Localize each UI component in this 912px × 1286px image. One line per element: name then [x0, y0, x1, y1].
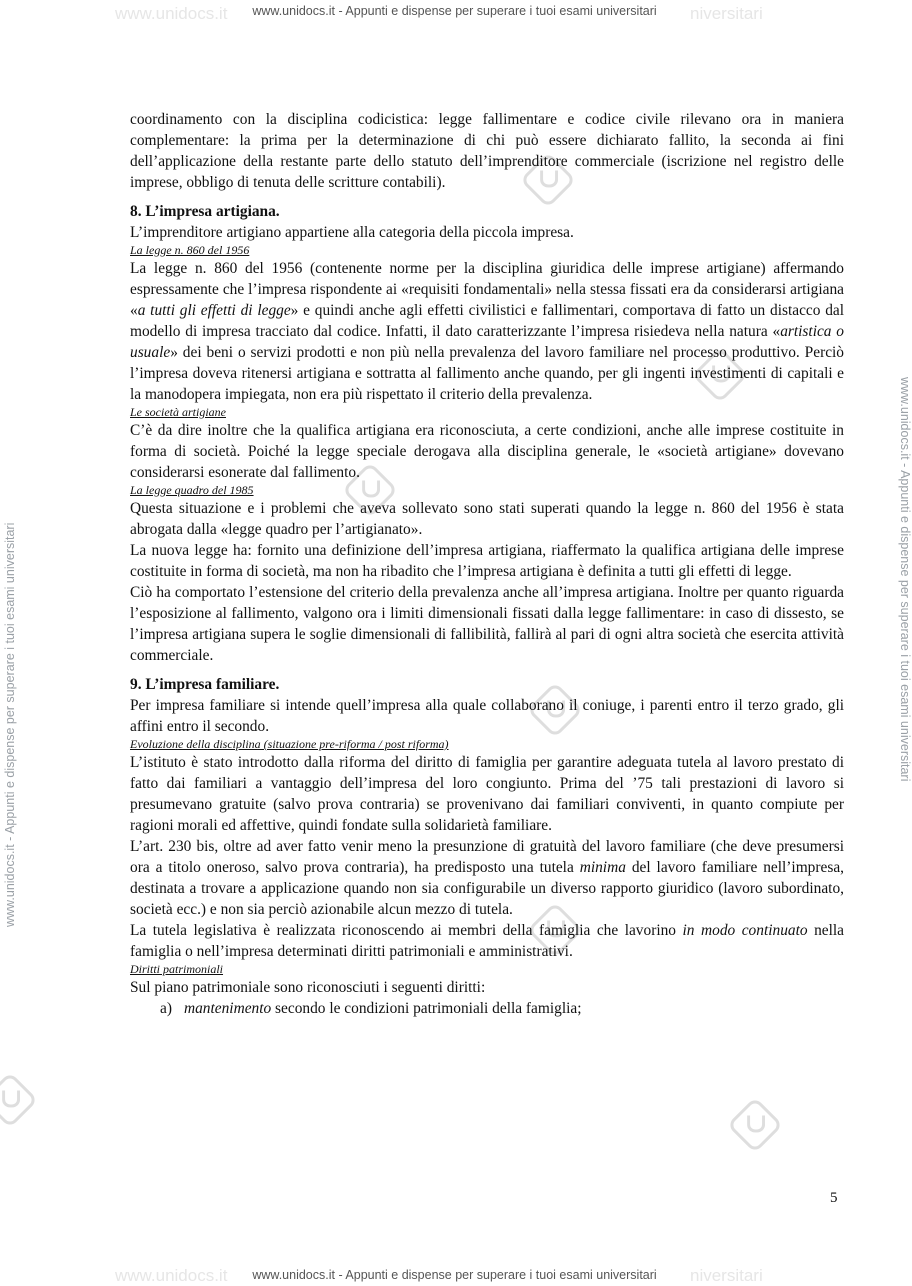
- emphasis-text: artistica o usuale: [130, 323, 844, 361]
- unidocs-logo-icon: [727, 1097, 784, 1154]
- document-body: [130, 109, 844, 1019]
- list-item: [130, 998, 844, 1019]
- section-9-heading: 9. L’impresa familiare.: [130, 676, 280, 693]
- section-8-paragraph-4: La nuova legge ha: fornito una definizione dell’impresa artigiana, riaffermato la qualifica artigiana delle imprese costituite in forma di società, ma non ha ribadito che l’impresa artigiana è definita a tutti gli effetti di legge.: [130, 542, 844, 580]
- section-9-paragraph-1: L’istituto è stato introdotto dalla riforma del diritto di famiglia per garantire adeguata tutela al lavoro prestato di fatto dai familiari a vantaggio dell’impresa del loro congiunto. Prima del ’75 tali prestazioni di lavoro si presumevano gratuite (salvo prova contraria) se provenivano dai familiari conviventi, in quanto compiute per ragioni morali ed affettive, quindi fondate sulla solidarietà familiare.: [130, 754, 844, 834]
- watermark-side-right: www.unidocs.it - Appunti e dispense per superare i tuoi esami universitari: [898, 377, 912, 782]
- emphasis-text: a tutti gli effetti di legge: [137, 302, 291, 319]
- watermark-header: www.unidocs.it - Appunti e dispense per superare i tuoi esami universitari: [252, 4, 657, 18]
- text-span: La tutela legislativa è realizzata riconoscendo ai membri della famiglia che lavorino: [130, 922, 683, 939]
- text-span: L’art. 230 bis, oltre ad aver fatto venir meno la presunzione di gratuità del lavoro familiare (che deve presumersi ora a titolo oneroso, salvo prova contraria), ha predisposto una tutela: [130, 838, 844, 876]
- section-9-subheading-evoluzione: Evoluzione della disciplina (situazione pre-riforma / post riforma): [130, 737, 449, 751]
- section-8-subheading-societa: Le società artigiane: [130, 405, 226, 419]
- section-8-paragraph-5: Ciò ha comportato l’estensione del criterio della prevalenza anche all’impresa artigiana. Inoltre per quanto riguarda l’esposizione al fallimento, valgono ora i limiti dimensionali fissati dalla legge fallimentare: in caso di dissesto, se l’impresa artigiana supera le soglie dimensionali di fallibilità, fallirà al pari di ogni altra società che esercita attività commerciale.: [130, 584, 844, 664]
- text-span: nella famiglia o nell’impresa determinati diritti patrimoniali e amministrativi.: [130, 922, 844, 960]
- watermark-faint-top-right: niversitari: [690, 4, 763, 23]
- list-marker: a): [160, 1000, 172, 1017]
- text-span: secondo le condizioni patrimoniali della famiglia;: [271, 1000, 582, 1017]
- emphasis-text: in modo continuato: [682, 922, 808, 939]
- intro-paragraph: coordinamento con la disciplina codicistica: legge fallimentare e codice civile rilevano ora in maniera complementare: la prima per la determinazione di chi può essere dichiarato fallito, la seconda ai fini dell’applicazione della restante parte dello statuto dell’imprenditore commerciale (iscrizione nel registro delle imprese, obbligo di tenuta delle scritture contabili).: [130, 111, 844, 191]
- watermark-side-left: www.unidocs.it - Appunti e dispense per superare i tuoi esami universitari: [3, 522, 17, 927]
- section-8-subheading-legge-860: La legge n. 860 del 1956: [130, 243, 250, 257]
- watermark-faint-bottom-right: niversitari: [690, 1266, 763, 1285]
- section-9-paragraph-4: Sul piano patrimoniale sono riconosciuti i seguenti diritti:: [130, 979, 486, 996]
- text-span: La legge n. 860 del 1956 (contenente norme per la disciplina giuridica delle imprese artigiane) affermando espressamente che l’impresa rispondente ai «requisiti fondamentali» nella stessa fissati era da considerarsi artigiana «: [130, 260, 844, 319]
- watermark-faint-bottom: www.unidocs.it: [115, 1266, 228, 1285]
- section-8-paragraph-2: C’è da dire inoltre che la qualifica artigiana era riconosciuta, a certe condizioni, anche alle imprese costituite in forma di società. Poiché la legge speciale derogava alla disciplina generale, le «società artigiane» dovevano considerarsi esonerate dal fallimento.: [130, 422, 844, 481]
- text-span: » e quindi anche agli effetti civilistici e fallimentari, comportava di fatto un distacco dal modello di impresa tracciato dal codice. Infatti, il dato caratterizzante l’impresa risiedeva nella natura «: [130, 302, 844, 340]
- watermark-footer: www.unidocs.it - Appunti e dispense per superare i tuoi esami universitari: [252, 1268, 657, 1282]
- watermark-faint-top: www.unidocs.it: [115, 4, 228, 23]
- text-span: del lavoro familiare nell’impresa, destinata a trovare a applicazione quando non sia configurabile un diverso rapporto giuridico (lavoro subordinato, società ecc.) e non sia perciò azionabile alcun mezzo di tutela.: [130, 859, 845, 918]
- section-8-lead: L’imprenditore artigiano appartiene alla categoria della piccola impresa.: [130, 224, 574, 241]
- emphasis-text: mantenimento: [184, 1000, 272, 1017]
- section-9-paragraph-2: [130, 836, 844, 920]
- page-number: 5: [830, 1190, 838, 1206]
- section-9-lead: Per impresa familiare si intende quell’impresa alla quale collaborano il coniuge, i parenti entro il terzo grado, gli affini entro il secondo.: [130, 697, 844, 735]
- section-8-heading: 8. L’impresa artigiana.: [130, 203, 280, 220]
- text-span: » dei beni o servizi prodotti e non più nella prevalenza del lavoro familiare nel processo produttivo. Perciò l’impresa doveva ritenersi artigiana e sottratta al fallimento anche quando, per gli ingenti investimenti di capitali e la manodopera impiegata, non era più rispettato il criterio della prevalenza.: [130, 344, 844, 403]
- section-8-paragraph-3: Questa situazione e i problemi che aveva sollevato sono stati superati quando la legge n. 860 del 1956 è stata abrogata dalla «legge quadro per l’artigianato».: [130, 500, 844, 538]
- section-8-subheading-legge-quadro: La legge quadro del 1985: [130, 483, 254, 497]
- section-9-subheading-diritti: Diritti patrimoniali: [130, 962, 224, 976]
- unidocs-logo-icon: [0, 1072, 38, 1129]
- section-9-paragraph-3: [130, 920, 844, 962]
- section-8-paragraph-1: [130, 258, 844, 405]
- emphasis-text: minima: [579, 859, 626, 876]
